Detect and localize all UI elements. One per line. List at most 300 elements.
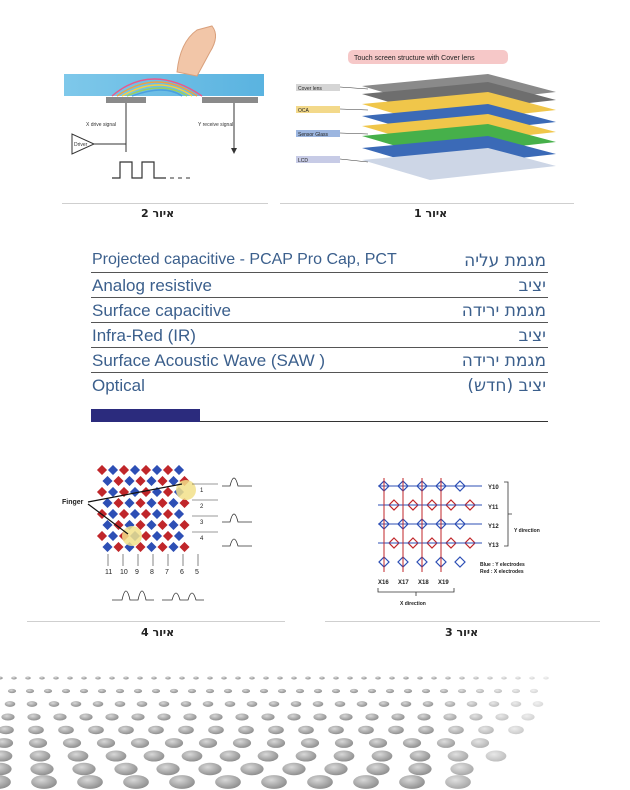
decorative-dot xyxy=(98,689,106,693)
figure-3 xyxy=(370,472,550,612)
electrode-diamond xyxy=(141,465,152,476)
decorative-dot xyxy=(159,701,170,707)
row-number: 3 xyxy=(200,520,204,526)
decorative-dot xyxy=(417,713,430,720)
table-row xyxy=(91,348,548,373)
decorative-dot xyxy=(335,701,346,707)
electrode-diamond xyxy=(113,542,124,553)
decorative-dot xyxy=(0,763,12,775)
decorative-dot xyxy=(423,701,434,707)
decorative-dot xyxy=(207,677,213,680)
decorative-dot xyxy=(238,726,254,734)
column-number: 8 xyxy=(150,569,154,576)
electrode-diamond xyxy=(146,542,157,553)
decorative-dot xyxy=(334,750,355,761)
x-drive-label: X drive signal xyxy=(86,122,117,128)
decorative-dot xyxy=(301,738,319,748)
electrode-diamond xyxy=(163,465,174,476)
decorative-dot xyxy=(203,701,214,707)
decorative-dot xyxy=(459,677,465,680)
electrode-diamond xyxy=(97,487,108,498)
decorative-dot xyxy=(170,689,178,693)
decorative-dot xyxy=(399,775,425,789)
decorative-dot xyxy=(225,701,236,707)
legend-blue: Blue : Y electrodes xyxy=(480,562,525,568)
decorative-dot xyxy=(63,738,81,748)
decorative-dot xyxy=(156,763,179,775)
decorative-dot xyxy=(467,701,478,707)
electrode-diamond xyxy=(119,465,130,476)
decorative-dot xyxy=(152,689,160,693)
decorative-dot xyxy=(445,677,451,680)
y-label-13: Y13 xyxy=(488,543,499,549)
decorative-dot xyxy=(437,738,455,748)
decorative-dot xyxy=(319,677,325,680)
electrode-diamond xyxy=(179,542,190,553)
decorative-dot xyxy=(8,689,16,693)
decorative-dot xyxy=(71,701,82,707)
decorative-dot xyxy=(165,738,183,748)
electrode-diamond xyxy=(146,476,157,487)
decorative-dot xyxy=(123,775,149,789)
electrode-diamond xyxy=(163,509,174,520)
decorative-dot xyxy=(157,713,170,720)
trend-value: מגמת ירידה xyxy=(461,301,546,321)
decorative-dot xyxy=(106,750,127,761)
figure-2-divider xyxy=(62,203,268,204)
decorative-dot xyxy=(5,701,16,707)
decorative-dot xyxy=(521,713,534,720)
decorative-dot xyxy=(389,677,395,680)
electrode-diamond xyxy=(119,509,130,520)
electrode-diamond xyxy=(135,476,146,487)
decorative-dot xyxy=(182,750,203,761)
decorative-dot xyxy=(450,763,473,775)
decorative-dot xyxy=(183,713,196,720)
x-label-16: X16 xyxy=(378,580,389,586)
column-number: 5 xyxy=(195,569,199,576)
decorative-dot xyxy=(511,701,522,707)
decorative-dot xyxy=(476,689,484,693)
row-number: 2 xyxy=(200,504,204,510)
decorative-dot xyxy=(369,738,387,748)
electrode-diamond xyxy=(124,498,135,509)
electrode-diamond xyxy=(124,476,135,487)
column-number: 9 xyxy=(135,569,139,576)
decorative-dot xyxy=(0,775,11,789)
electrode-diamond xyxy=(152,465,163,476)
technology-name: Surface Acoustic Wave (SAW ) xyxy=(92,351,326,370)
figure-2 xyxy=(62,22,282,202)
decorative-dot xyxy=(67,677,73,680)
decorative-dot xyxy=(72,763,95,775)
decorative-dot xyxy=(448,726,464,734)
decorative-dot xyxy=(11,677,17,680)
table-row xyxy=(91,298,548,323)
decorative-dot xyxy=(267,738,285,748)
x-label-17: X17 xyxy=(398,580,409,586)
decorative-dot xyxy=(296,750,317,761)
decorative-dot xyxy=(388,726,404,734)
decorative-dot xyxy=(417,677,423,680)
y-direction-label: Y direction xyxy=(514,528,540,534)
decorative-dot xyxy=(529,677,535,680)
decorative-dot xyxy=(235,713,248,720)
decorative-dot xyxy=(31,775,57,789)
decorative-dot xyxy=(134,689,142,693)
decorative-dot xyxy=(0,726,14,734)
figure-3-divider xyxy=(325,621,600,622)
electrode-diamond xyxy=(168,520,179,531)
decorative-dot xyxy=(307,775,333,789)
electrode-diamond xyxy=(152,531,163,542)
electrode-diamond xyxy=(113,498,124,509)
figure-1 xyxy=(288,44,578,204)
decorative-dot xyxy=(418,726,434,734)
decorative-dot xyxy=(261,775,287,789)
decorative-dot xyxy=(404,689,412,693)
x-label-19: X19 xyxy=(438,580,449,586)
electrode-diamond xyxy=(174,509,185,520)
decorative-dot xyxy=(375,677,381,680)
decorative-dot xyxy=(339,713,352,720)
decorative-dot xyxy=(401,701,412,707)
decorative-dot xyxy=(235,677,241,680)
decorative-dot xyxy=(361,677,367,680)
decorative-dot xyxy=(487,677,493,680)
electrode-diamond xyxy=(146,520,157,531)
decorative-dot xyxy=(240,763,263,775)
decorative-dot xyxy=(44,689,52,693)
trend-value: יציב xyxy=(518,276,546,296)
electrode-diamond xyxy=(135,498,146,509)
column-number: 10 xyxy=(120,569,128,576)
decorative-dot xyxy=(328,726,344,734)
decorative-dot xyxy=(314,689,322,693)
decorative-dot xyxy=(79,713,92,720)
decorative-dot xyxy=(88,726,104,734)
table-row xyxy=(91,323,548,348)
decorative-dot xyxy=(77,775,103,789)
figure-1-title: Touch screen structure with Cover lens xyxy=(354,55,475,62)
electrode-diamond xyxy=(108,487,119,498)
decorative-dot xyxy=(39,677,45,680)
decorative-dot xyxy=(391,713,404,720)
decorative-dot xyxy=(258,750,279,761)
finger-label: Finger xyxy=(62,499,84,506)
touch-technology-table xyxy=(91,248,548,397)
decorative-dot xyxy=(358,726,374,734)
electrode-diamond xyxy=(130,465,141,476)
decorative-dot xyxy=(49,701,60,707)
decorative-dot xyxy=(208,726,224,734)
decorative-dot xyxy=(443,713,456,720)
decorative-dot xyxy=(215,775,241,789)
decorative-dot-pattern xyxy=(0,660,630,790)
decorative-dot xyxy=(29,738,47,748)
decorative-dot xyxy=(335,738,353,748)
decorative-dot xyxy=(445,775,471,789)
electrode-diamond xyxy=(108,531,119,542)
electrode-diamond xyxy=(102,542,113,553)
electrode-diamond xyxy=(102,476,113,487)
decorative-dot xyxy=(440,689,448,693)
decorative-dot xyxy=(1,713,14,720)
figure-1-caption: איור 1 xyxy=(414,207,448,220)
decorative-dot xyxy=(30,750,51,761)
decorative-dot xyxy=(366,763,389,775)
decorative-dot xyxy=(313,713,326,720)
decorative-dot xyxy=(469,713,482,720)
layer-label-sensor-glass: Sensor Glass xyxy=(298,132,329,138)
decorative-dot xyxy=(62,689,70,693)
decorative-dot xyxy=(137,677,143,680)
touch-screen-layers-diagram xyxy=(288,44,578,204)
decorative-dot xyxy=(324,763,347,775)
decorative-dot xyxy=(347,677,353,680)
decorative-dot xyxy=(422,689,430,693)
decorative-dot xyxy=(332,689,340,693)
y-label-11: Y11 xyxy=(488,505,499,511)
decorative-dot xyxy=(188,689,196,693)
y-label-10: Y10 xyxy=(488,485,499,491)
decorative-dot xyxy=(93,701,104,707)
decorative-dot xyxy=(530,689,538,693)
decorative-dot xyxy=(431,677,437,680)
decorative-dot xyxy=(403,738,421,748)
decorative-dot xyxy=(118,726,134,734)
decorative-dot xyxy=(169,775,195,789)
decorative-dot xyxy=(287,713,300,720)
decorative-dot xyxy=(533,701,544,707)
decorative-dot xyxy=(247,701,258,707)
decorative-dot xyxy=(486,750,507,761)
decorative-dot xyxy=(445,701,456,707)
decorative-dot xyxy=(181,701,192,707)
electrode-diamond xyxy=(130,509,141,520)
decorative-dot xyxy=(193,677,199,680)
decorative-dot xyxy=(353,775,379,789)
decorative-dot xyxy=(28,726,44,734)
driver-label: Driver xyxy=(74,142,88,148)
electrode-diamond xyxy=(179,520,190,531)
technology-name: Projected capacitive - PCAP Pro Cap, PCT xyxy=(92,251,397,268)
decorative-dot xyxy=(291,677,297,680)
decorative-dot xyxy=(268,726,284,734)
decorative-dot xyxy=(478,726,494,734)
legend-red: Red : X electrodes xyxy=(480,569,524,575)
x-direction-label: X direction xyxy=(400,601,426,607)
diamond-grid-finger-diagram xyxy=(62,462,282,612)
x-label-18: X18 xyxy=(418,580,429,586)
y-receive-label: Y receive signal xyxy=(198,122,234,128)
table-bottom-rule xyxy=(200,421,548,422)
layer-label-oca: OCA xyxy=(298,108,309,114)
decorative-dot xyxy=(313,701,324,707)
electrode-diamond xyxy=(152,509,163,520)
decorative-dot xyxy=(26,689,34,693)
decorative-dot xyxy=(350,689,358,693)
decorative-dot xyxy=(199,738,217,748)
technology-name: Infra-Red (IR) xyxy=(92,326,196,345)
decorative-dot xyxy=(97,738,115,748)
decorative-dot xyxy=(278,689,286,693)
figure-1-divider xyxy=(280,203,574,204)
figure-2-caption: איור 2 xyxy=(141,207,175,220)
decorative-dot xyxy=(0,750,12,761)
electrode-diamond xyxy=(157,498,168,509)
electrode-diamond xyxy=(174,531,185,542)
decorative-dot xyxy=(495,713,508,720)
decorative-dot xyxy=(473,677,479,680)
decorative-dot xyxy=(0,738,13,748)
decorative-dot xyxy=(458,689,466,693)
decorative-dot xyxy=(291,701,302,707)
decorative-dot xyxy=(277,677,283,680)
decorative-dot xyxy=(206,689,214,693)
decorative-dot xyxy=(269,701,280,707)
decorative-dot xyxy=(471,738,489,748)
decorative-dot xyxy=(403,677,409,680)
decorative-dot xyxy=(53,677,59,680)
decorative-dot xyxy=(137,701,148,707)
electrode-grid-diagram xyxy=(370,472,550,612)
electrode-diamond xyxy=(141,531,152,542)
electrode-diamond-outline xyxy=(455,557,465,567)
trend-value: מגמת ירידה xyxy=(461,351,546,371)
decorative-dot xyxy=(131,713,144,720)
decorative-dot xyxy=(501,677,507,680)
decorative-dot xyxy=(333,677,339,680)
electrode-diamond xyxy=(108,465,119,476)
decorative-dot xyxy=(116,689,124,693)
decorative-dot xyxy=(114,763,137,775)
trend-value: יציב (חדש) xyxy=(467,376,546,396)
technology-name: Surface capacitive xyxy=(92,301,231,320)
decorative-dot xyxy=(53,713,66,720)
decorative-dot xyxy=(58,726,74,734)
decorative-dot xyxy=(220,750,241,761)
electrode-diamond xyxy=(163,487,174,498)
decorative-dot xyxy=(179,677,185,680)
decorative-dot xyxy=(305,677,311,680)
decorative-dot xyxy=(68,750,89,761)
decorative-dot xyxy=(30,763,53,775)
decorative-dot xyxy=(408,763,431,775)
decorative-dot xyxy=(123,677,129,680)
table-row xyxy=(91,248,548,273)
decorative-dot xyxy=(386,689,394,693)
electrode-diamond xyxy=(97,531,108,542)
decorative-dot xyxy=(296,689,304,693)
table-row xyxy=(91,373,548,397)
decorative-dot xyxy=(178,726,194,734)
decorative-dot xyxy=(489,701,500,707)
decorative-dot xyxy=(260,689,268,693)
decorative-dot xyxy=(80,689,88,693)
electrode-diamond xyxy=(108,509,119,520)
decorative-dot xyxy=(27,713,40,720)
figure-4 xyxy=(62,462,282,612)
decorative-dot xyxy=(249,677,255,680)
electrode-diamond xyxy=(168,498,179,509)
decorative-dot xyxy=(224,689,232,693)
column-number: 6 xyxy=(180,569,184,576)
layer-label-lcd: LCD xyxy=(298,158,309,164)
electrode-diamond xyxy=(113,476,124,487)
column-number: 11 xyxy=(105,569,113,576)
decorative-dot xyxy=(298,726,314,734)
column-number: 7 xyxy=(165,569,169,576)
decorative-dot xyxy=(379,701,390,707)
decorative-dot xyxy=(105,713,118,720)
electrode-diamond xyxy=(157,542,168,553)
figure-4-divider xyxy=(27,621,285,622)
decorative-dot xyxy=(368,689,376,693)
decorative-dot xyxy=(512,689,520,693)
decorative-dot xyxy=(27,701,38,707)
decorative-dot xyxy=(148,726,164,734)
table-accent-bar xyxy=(91,409,200,422)
decorative-dot xyxy=(242,689,250,693)
capacitive-touch-diagram xyxy=(62,22,282,202)
decorative-dot xyxy=(209,713,222,720)
decorative-dot xyxy=(365,713,378,720)
decorative-dot xyxy=(131,738,149,748)
electrode-diamond xyxy=(141,509,152,520)
decorative-dot xyxy=(165,677,171,680)
decorative-dot xyxy=(198,763,221,775)
decorative-dot xyxy=(372,750,393,761)
decorative-dot xyxy=(25,677,31,680)
decorative-dot xyxy=(151,677,157,680)
figure-4-caption: איור 4 xyxy=(141,626,175,639)
electrode-diamond xyxy=(146,498,157,509)
decorative-dot xyxy=(0,677,3,680)
decorative-dot xyxy=(109,677,115,680)
decorative-dot xyxy=(263,677,269,680)
decorative-dot xyxy=(233,738,251,748)
electrode-diamond xyxy=(157,520,168,531)
decorative-dot xyxy=(357,701,368,707)
electrode-diamond xyxy=(168,542,179,553)
electrode-diamond xyxy=(157,476,168,487)
decorative-dot xyxy=(95,677,101,680)
technology-name: Analog resistive xyxy=(92,276,213,295)
trend-value: מגמת עליה xyxy=(464,251,546,271)
decorative-dot xyxy=(543,677,549,680)
decorative-dot xyxy=(261,713,274,720)
layer-label-cover-lens: Cover lens xyxy=(298,86,322,92)
decorative-dot xyxy=(221,677,227,680)
decorative-dot xyxy=(515,677,521,680)
technology-name: Optical xyxy=(92,376,145,395)
decorative-dot xyxy=(508,726,524,734)
table-row xyxy=(91,273,548,298)
decorative-dot xyxy=(448,750,469,761)
row-number: 1 xyxy=(200,488,204,494)
figure-3-caption: איור 3 xyxy=(445,626,479,639)
trend-value: יציב xyxy=(518,326,546,346)
electrode-diamond xyxy=(174,465,185,476)
electrode-diamond xyxy=(163,531,174,542)
decorative-dot xyxy=(81,677,87,680)
electrode-diamond xyxy=(97,465,108,476)
decorative-dot xyxy=(115,701,126,707)
row-number: 4 xyxy=(200,536,204,542)
decorative-dot xyxy=(144,750,165,761)
decorative-dot xyxy=(410,750,431,761)
